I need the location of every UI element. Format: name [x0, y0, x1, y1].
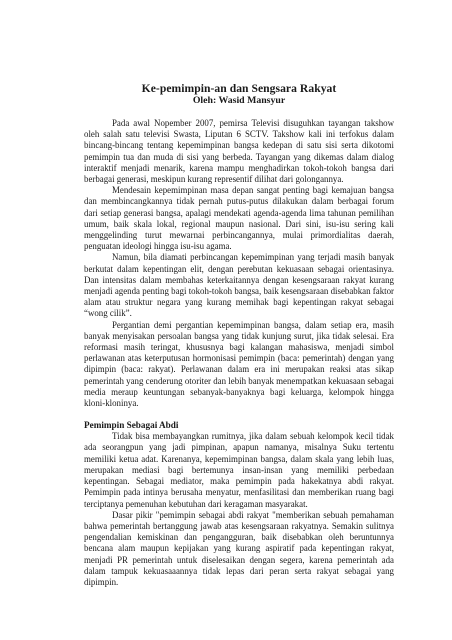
section-heading: Pemimpin Sebagai Abdi [84, 420, 179, 431]
paragraph: Mendesain kepemimpinan masa depan sangat penting bagi kemajuan bangsa dan membincangkannya tidak pernah putus-putus dilakukan dalam berbagai forum dari setiap generasi bangsa, apalagi mendekati agenda-agenda lima tahunan pemilihan umum, baik skala lokal, regional maupun nasional. Dari sini, isu-isu sering kali menggelinding turut mewarnai perbincangannya, mulai primordialitas daerah, penguatan ideologi hingga isu-isu agama. [84, 185, 394, 252]
paragraph: Namun, bila diamati perbincangan kepemimpinan yang terjadi masih banyak berkutat dalam kepentingan elit, dengan perebutan kekuasaan sebagai orientasinya. Dan intensitas dalam membahas keterkaitannya dengan kesengsaraan rakyat kurang menjadi agenda penting bagi tokoh-tokoh bangsa, baik kesengsaraan disebabkan faktor alam atau struktur negara yang kurang memihak bagi kepentingan rakyat sebagai “wong cilik”. [84, 252, 394, 319]
document-title: Ke-pemimpin-an dan Sengsara Rakyat [141, 82, 337, 95]
section-paragraph: Dasar pikir "pemimpin sebagai abdi rakyat "memberikan sebuah pemahaman bahwa pemerintah bertanggung jawab atas kesengsaraan rakyatnya. Semakin sulitnya pengendalian kemiskinan dan pengangguran, baik disebabkan oleh beruntunnya bencana alam maupun kepijakan yang kurang aspiratif pada kepentingan rakyat, menjadi PR pemerintah untuk diselesaikan dengan segera, karena pemerintah ada dalam tampuk kekuasaaannya tidak lepas dari peran serta rakyat sebagai yang dipimpin. [84, 509, 394, 587]
document-author: Oleh: Wasid Mansyur [192, 95, 286, 106]
paragraph: Pergantian demi pergantian kepemimpinan bangsa, dalam setiap era, masih banyak menyisakan persoalan bangsa yang tidak kunjung surut, jika tidak selesai. Era reformasi masih teringat, khususnya bagi kalangan mahasiswa, menjadi simbol perlawanan atas keterputusan hormonisasi pemimpin (baca: pemerintah) dengan yang dipimpin (baca: rakyat). Perlawanan dalam era ini merupakan reaksi atas sikap pemerintah yang cenderung otoriter dan lebih banyak menempatkan kekuasaan sebagai media meraup keuntungan sebanyak-banyaknya bagi keluarga, kelompok hingga kloni-kloninya. [84, 319, 394, 409]
section-paragraph: Tidak bisa membayangkan rumitnya, jika dalam sebuah kelompok kecil tidak ada seorangpun yang jadi pimpinan, apapun namanya, misalnya Suku tertentu memiliki ketua adat. Karenanya, kepemimpinan bangsa, dalam skala yang lebih luas, merupakan mediasi bagi bertemunya insan-insan yang memiliki perbedaan kepentingan. Sebagai mediator, maka pemimpin pada hakekatnya abdi rakyat. Pemimpin pada intinya berusaha menyatur, menfasilitasi dan memberikan ruang bagi terciptanya pemenuhan kebutuhan dari keragaman masyarakat. [84, 431, 394, 509]
paragraph: Pada awal Nopember 2007, pemirsa Televisi disuguhkan tayangan takshow oleh salah satu televisi Swasta, Liputan 6 SCTV. Takshow kali ini terfokus dalam bincang-bincang tentang kepemimpinan bangsa kedepan di satu sisi serta dikotomi pemimpin tua dan muda di sisi yang berbeda. Tayangan yang dikemas dalam dialog interaktif menjadi menarik, karena mampu menghadirkan tokoh-tokoh bangsa dari berbagai generasi, meskipun kurang representif dilihat dari golongannya. [84, 118, 394, 185]
